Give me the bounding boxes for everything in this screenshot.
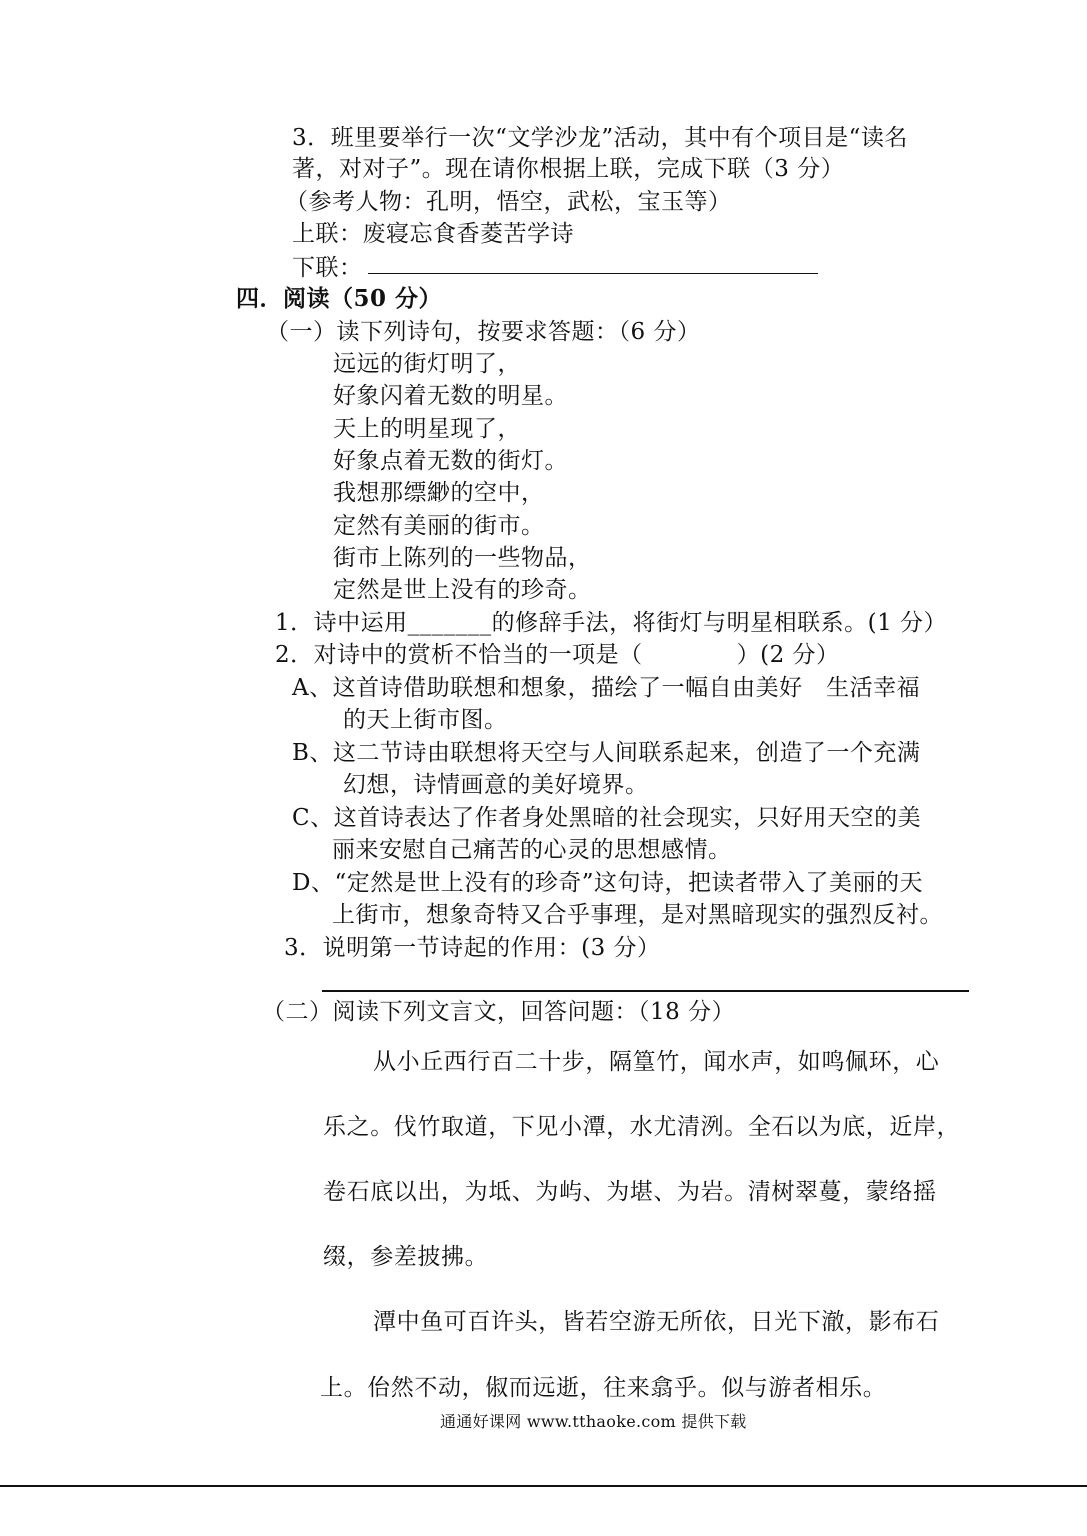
option-c-continued: 丽来安慰自己痛苦的心灵的思想感情。	[332, 837, 732, 863]
option-d: D、“定然是世上没有的珍奇”这句诗，把读者带入了美丽的天	[292, 870, 923, 896]
part-1-heading: （一）读下列诗句，按要求答题：（6 分）	[266, 319, 701, 345]
couplet-answer-blank[interactable]	[368, 273, 818, 274]
couplet-hint: （参考人物：孔明，悟空，武松，宝玉等）	[285, 189, 732, 215]
section-4-title: 四．阅读（50 分）	[236, 285, 443, 312]
part-2-heading: （二）阅读下列文言文，回答问题：（18 分）	[262, 999, 736, 1025]
poem-question-3: 3．说明第一节诗起的作用：(3 分）	[284, 935, 661, 961]
poem-line: 好象点着无数的街灯。	[333, 448, 568, 474]
poem-line: 天上的明星现了，	[333, 416, 521, 442]
poem-line: 定然有美丽的街市。	[333, 513, 545, 539]
couplet-question-line-1: 3．班里要举行一次“文学沙龙”活动，其中有个项目是“读名	[292, 125, 908, 151]
couplet-question-line-2: 著，对对子”。现在请你根据上联，完成下联（3 分）	[292, 156, 845, 182]
poem-question-1: 1．诗中运用_______的修辞手法，将街灯与明星相联系。(1 分）	[275, 610, 948, 636]
option-b-continued: 幻想，诗情画意的美好境界。	[343, 772, 649, 798]
option-a: A、这首诗借助联想和想象，描绘了一幅自由美好 生活幸福	[292, 675, 921, 701]
option-b: B、这二节诗由联想将天空与人间联系起来，创造了一个充满	[292, 740, 921, 766]
prose-line: 潭中鱼可百许头，皆若空游无所依，日光下澈，影布石	[373, 1309, 940, 1335]
option-a-continued: 的天上街市图。	[343, 707, 508, 733]
couplet-upper: 上联：废寝忘食香菱苦学诗	[292, 221, 574, 247]
poem-line: 远远的街灯明了，	[333, 351, 521, 377]
prose-line: 缀，参差披拂。	[323, 1244, 489, 1270]
poem-line: 我想那缥緲的空中，	[333, 480, 545, 506]
poem-line: 定然是世上没有的珍奇。	[333, 577, 592, 603]
prose-line: 从小丘西行百二十步，隔篁竹，闻水声，如鸣佩环，心	[373, 1049, 940, 1075]
poem-question-2: 2．对诗中的赏析不恰当的一项是（ ）(2 分）	[275, 642, 840, 668]
answer-line[interactable]	[322, 990, 969, 992]
footer-source: 通通好课网 www.tthaoke.com 提供下载	[440, 1412, 747, 1431]
couplet-lower-label: 下联：	[292, 255, 363, 281]
page-bottom-rule	[0, 1485, 1087, 1487]
option-d-continued: 上街市，想象奇特又合乎事理，是对黑暗现实的强烈反衬。	[332, 902, 943, 928]
prose-line: 卷石底以出，为坻、为屿、为堪、为岩。清树翠蔓，蒙络摇	[323, 1179, 937, 1205]
option-c: C、这首诗表达了作者身处黑暗的社会现实，只好用天空的美	[292, 805, 922, 831]
prose-line: 乐之。伐竹取道，下见小潭，水尤清洌。全石以为底，近岸，	[323, 1114, 961, 1140]
poem-line: 好象闪着无数的明星。	[333, 383, 568, 409]
prose-line: 上。佁然不动，俶而远逝，往来翕乎。似与游者相乐。	[320, 1375, 887, 1401]
poem-line: 街市上陈列的一些物品，	[333, 545, 592, 571]
